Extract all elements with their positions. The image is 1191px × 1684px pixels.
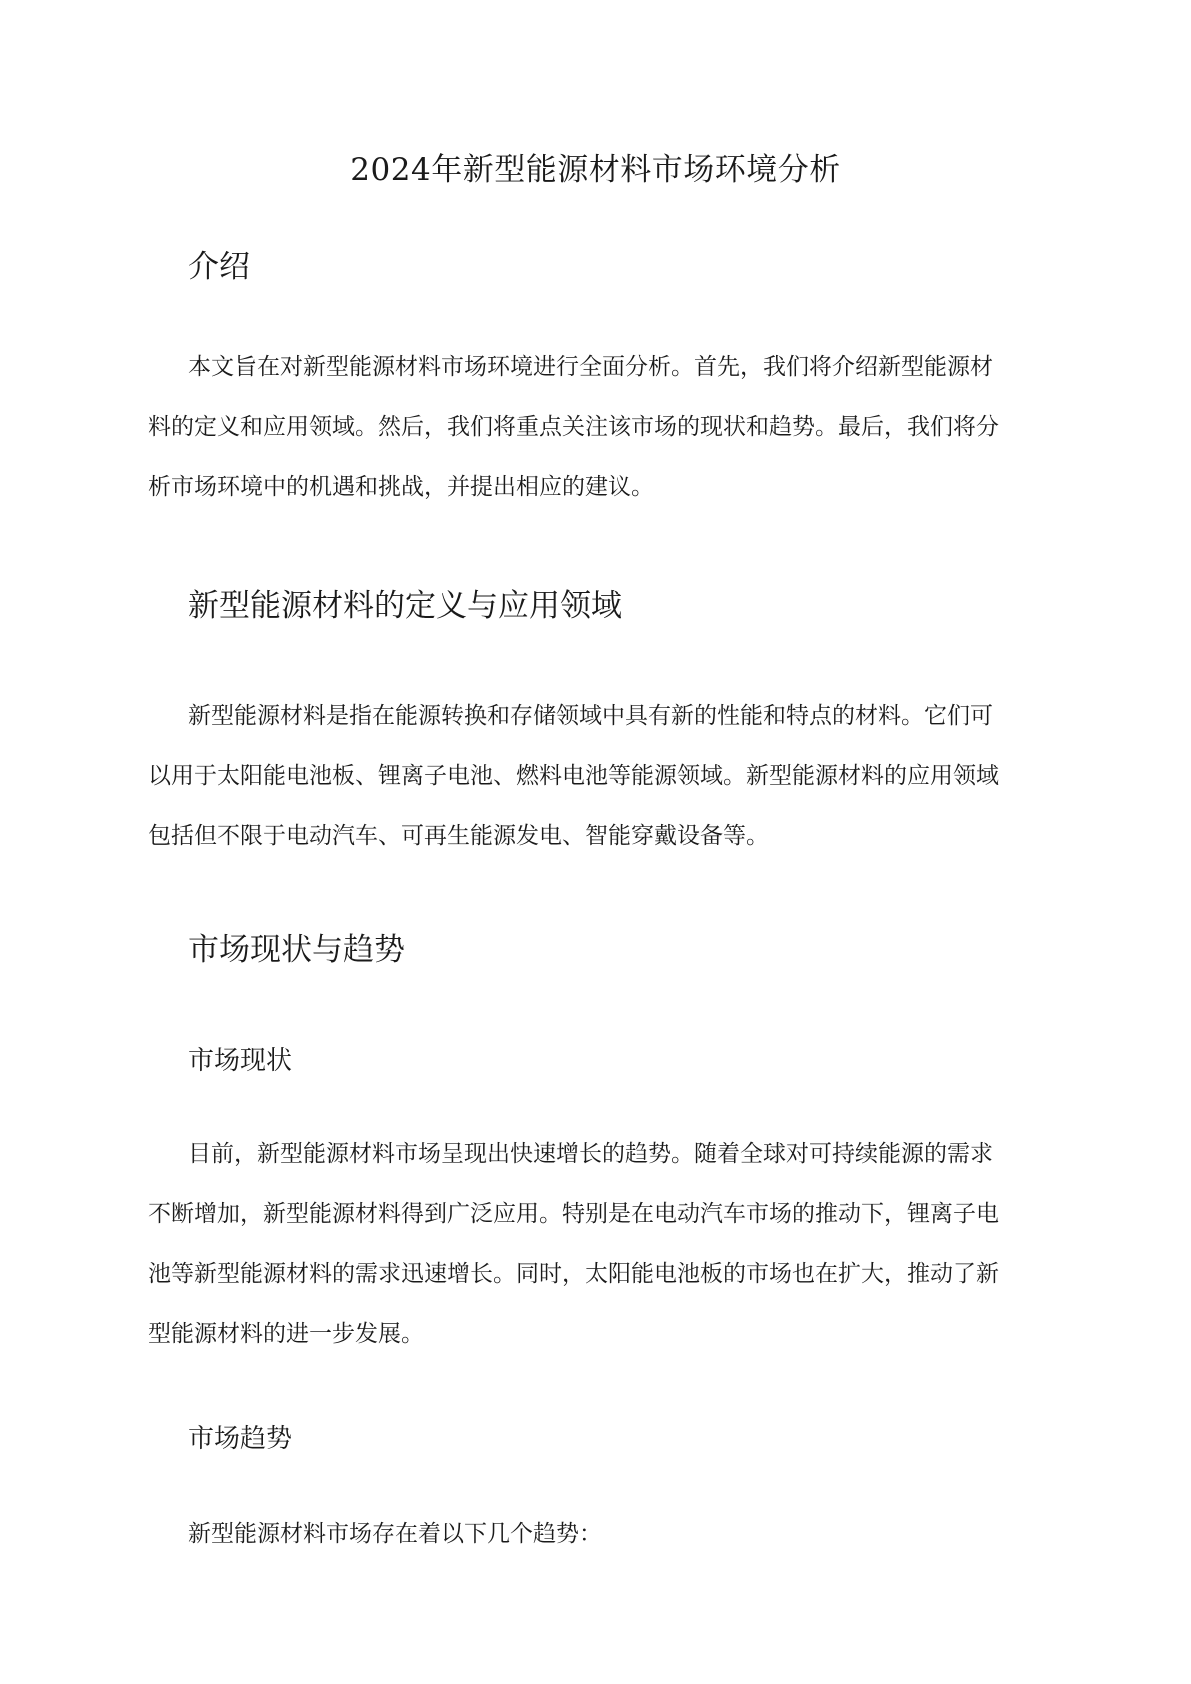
paragraph-line: 以用于太阳能电池板、锂离子电池、燃料电池等能源领域。新型能源材料的应用领域 [148, 763, 999, 789]
subsection-heading-trends: 市场趋势 [188, 1424, 293, 1454]
paragraph-line: 包括但不限于电动汽车、可再生能源发电、智能穿戴设备等。 [148, 823, 769, 849]
trends-paragraph [148, 1504, 1048, 1564]
section-heading-definition: 新型能源材料的定义与应用领域 [188, 588, 622, 624]
document-title: 2024年新型能源材料市场环境分析 [350, 152, 841, 188]
definition-paragraph [148, 686, 1048, 866]
paragraph-line: 新型能源材料市场存在着以下几个趋势： [188, 1521, 602, 1547]
section-heading-intro: 介绍 [188, 249, 250, 285]
paragraph-line: 池等新型能源材料的需求迅速增长。同时，太阳能电池板的市场也在扩大，推动了新 [148, 1261, 999, 1287]
section-heading-market: 市场现状与趋势 [188, 932, 405, 968]
intro-paragraph [148, 337, 1048, 517]
paragraph-line: 料的定义和应用领域。然后，我们将重点关注该市场的现状和趋势。最后，我们将分 [148, 414, 999, 440]
subsection-heading-status: 市场现状 [188, 1046, 293, 1076]
paragraph-line: 析市场环境中的机遇和挑战，并提出相应的建议。 [148, 474, 654, 500]
paragraph-line: 本文旨在对新型能源材料市场环境进行全面分析。首先，我们将介绍新型能源材 [188, 354, 993, 380]
paragraph-line: 型能源材料的进一步发展。 [148, 1321, 424, 1347]
paragraph-line: 新型能源材料是指在能源转换和存储领域中具有新的性能和特点的材料。它们可 [188, 703, 993, 729]
paragraph-line: 不断增加，新型能源材料得到广泛应用。特别是在电动汽车市场的推动下，锂离子电 [148, 1201, 999, 1227]
status-paragraph [148, 1124, 1048, 1364]
paragraph-line: 目前，新型能源材料市场呈现出快速增长的趋势。随着全球对可持续能源的需求 [188, 1141, 993, 1167]
